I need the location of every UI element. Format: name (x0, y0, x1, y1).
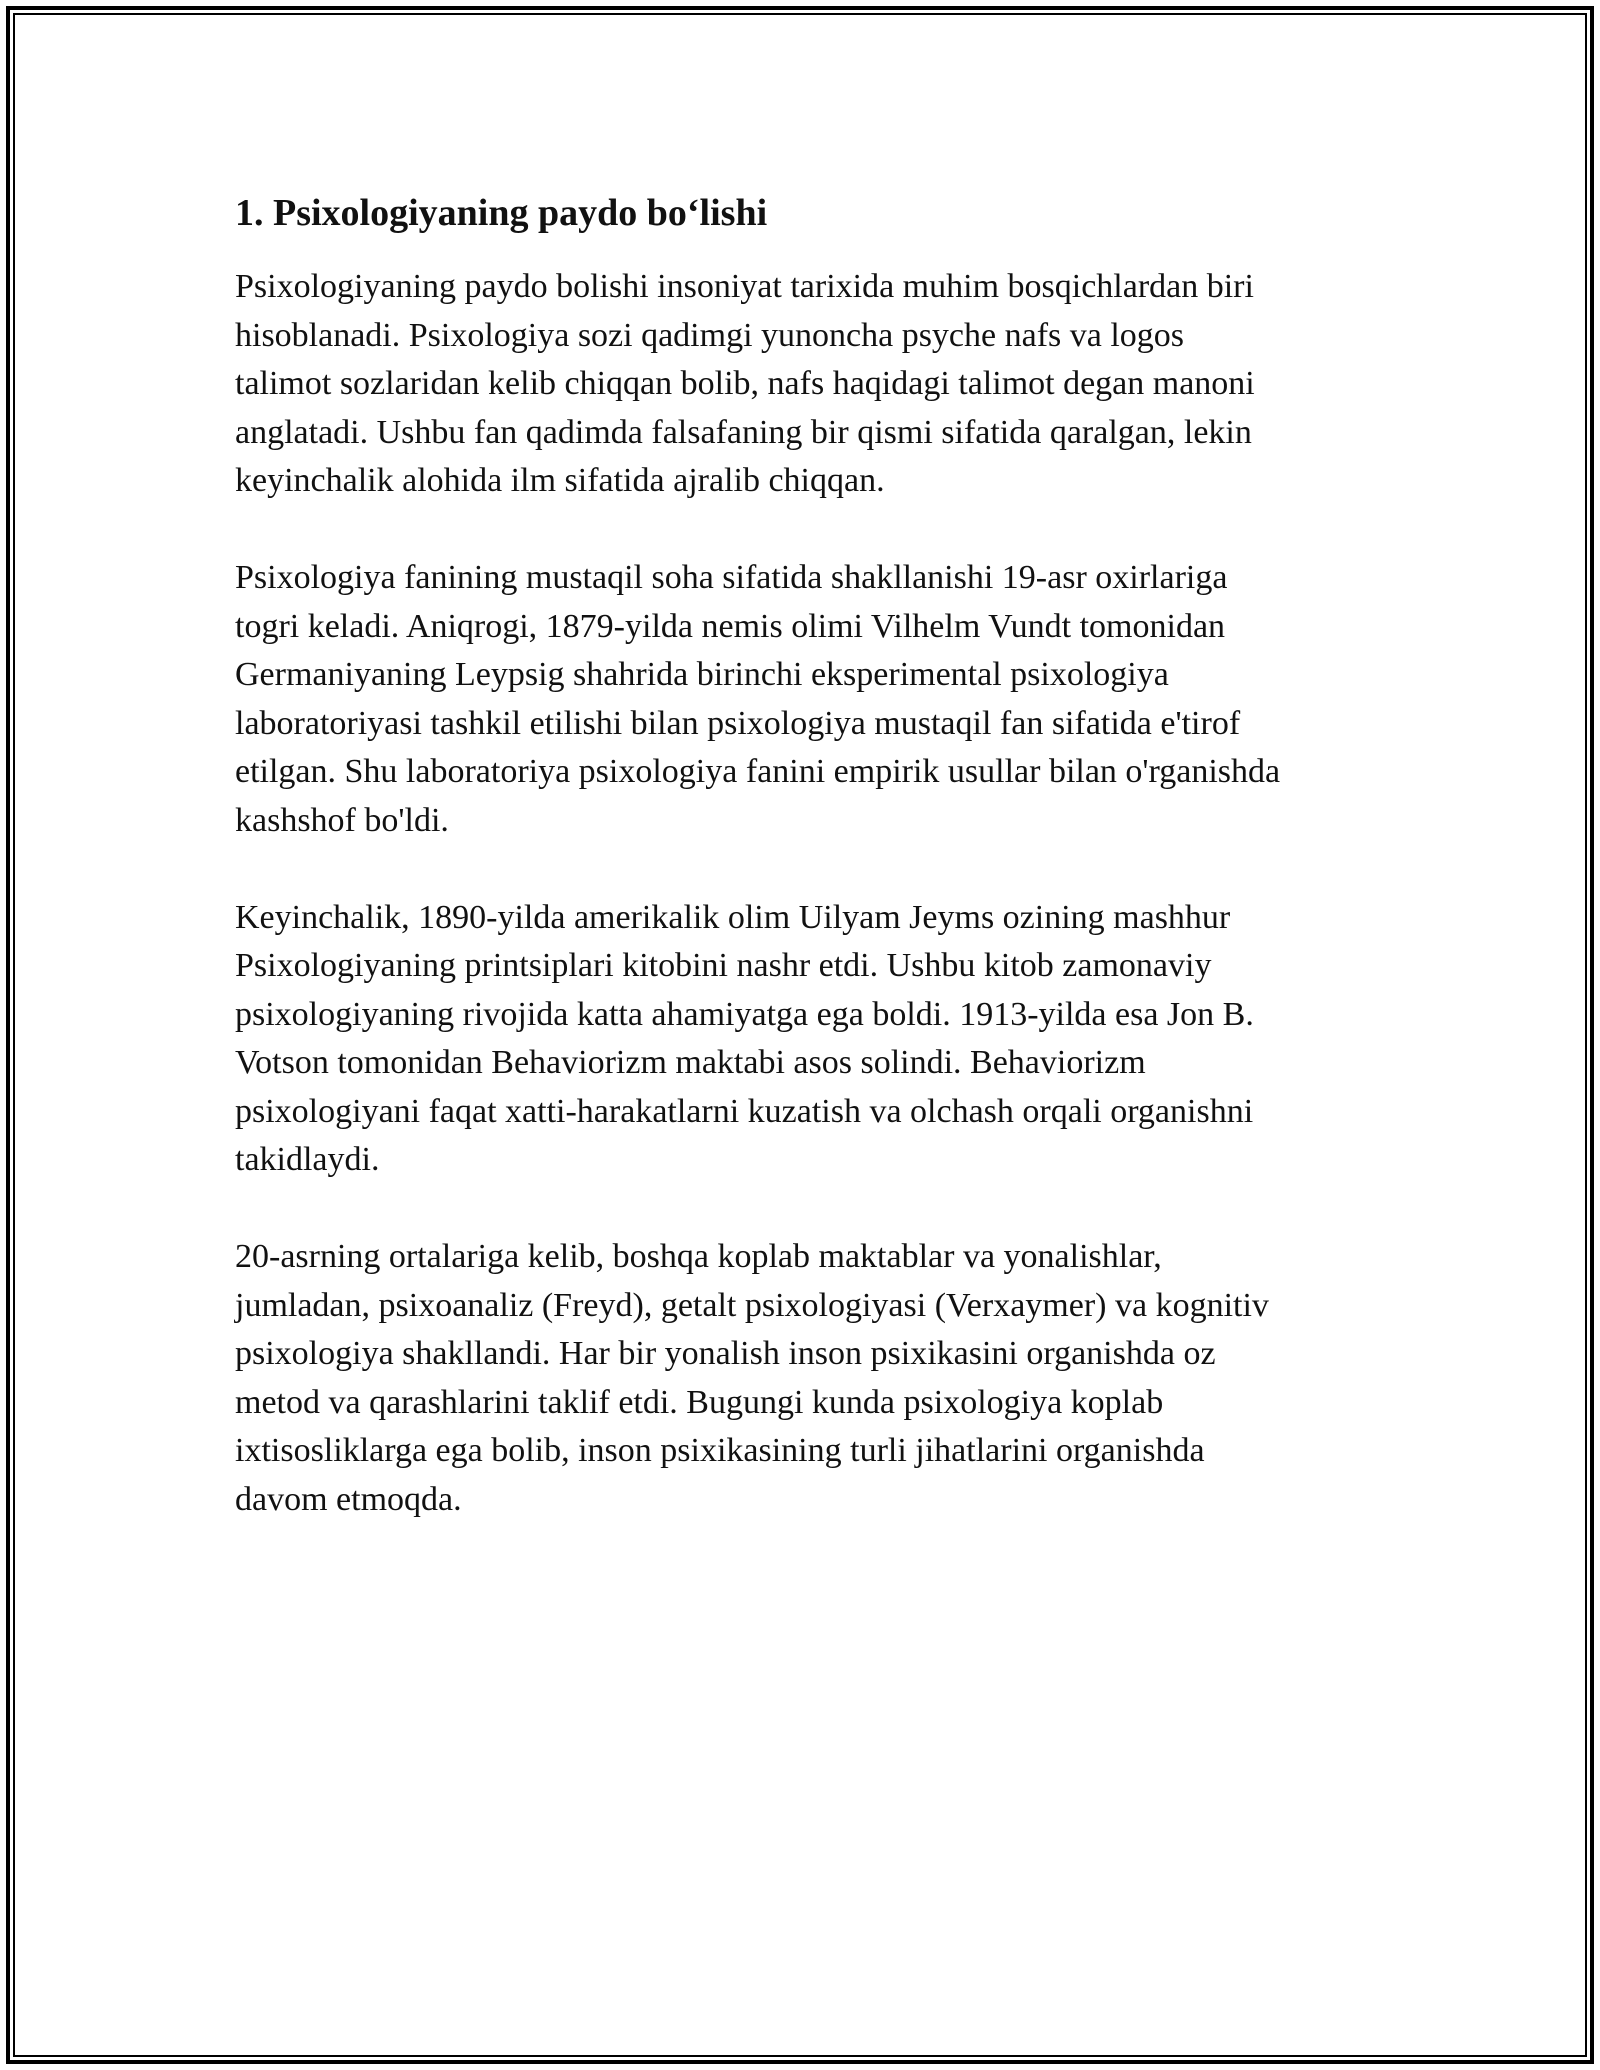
document-body (235, 185, 1375, 1573)
paragraph-james-watson: Keyinchalik, 1890-yilda amerikalik olim Uilyam Jeyms ozining mashhur Psixologiyaning printsiplari kitobini nashr etdi. Ushbu kitob zamonaviy psixologiyaning rivojida katta ahamiyatga ega boldi. 1913-yilda esa Jon B. Votson tomonidan Behaviorizm maktabi asos solindi. Behaviorizm psixologiyani faqat xatti-harakatlarni kuzatish va olchash orqali organishni takidlaydi. (235, 898, 1254, 1178)
section-heading: 1. Psixologiyaning paydo bo‘lishi (235, 192, 768, 234)
paragraph-origin: Psixologiyaning paydo bolishi insoniyat tarixida muhim bosqichlardan biri hisoblanadi. Psixologiya sozi qadimgi yunoncha psyche nafs va logos talimot sozlaridan kelib chiqqan bolib, nafs haqidagi talimot degan manoni anglatadi. Ushbu fan qadimda falsafaning bir qismi sifatida qaralgan, lekin keyinchalik alohida ilm sifatida ajralib chiqqan. (235, 268, 1255, 499)
paragraph-20th-century-schools: 20-asrning ortalariga kelib, boshqa koplab maktablar va yonalishlar, jumladan, psixoanaliz (Freyd), getalt psixologiyasi (Verxaymer) va kognitiv psixologiya shakllandi. Har bir yonalish inson psixikasini organishda oz metod va qarashlarini taklif etdi. Bugungi kunda psixologiya koplab ixtisosliklarga ega bolib, inson psixikasining turli jihatlarini organishda davom etmoqda. (235, 1238, 1269, 1518)
paragraph-independent-science: Psixologiya fanining mustaqil soha sifatida shakllanishi 19-asr oxirlariga togri keladi. Aniqrogi, 1879-yilda nemis olimi Vilhelm Vundt tomonidan Germaniyaning Leypsig shahrida birinchi eksperimental psixologiya laboratoriyasi tashkil etilishi bilan psixologiya mustaqil fan sifatida e'tirof etilgan. Shu laboratoriya psixologiya fanini empirik usullar bilan o'rganishda kashshof bo'ldi. (235, 559, 1281, 839)
